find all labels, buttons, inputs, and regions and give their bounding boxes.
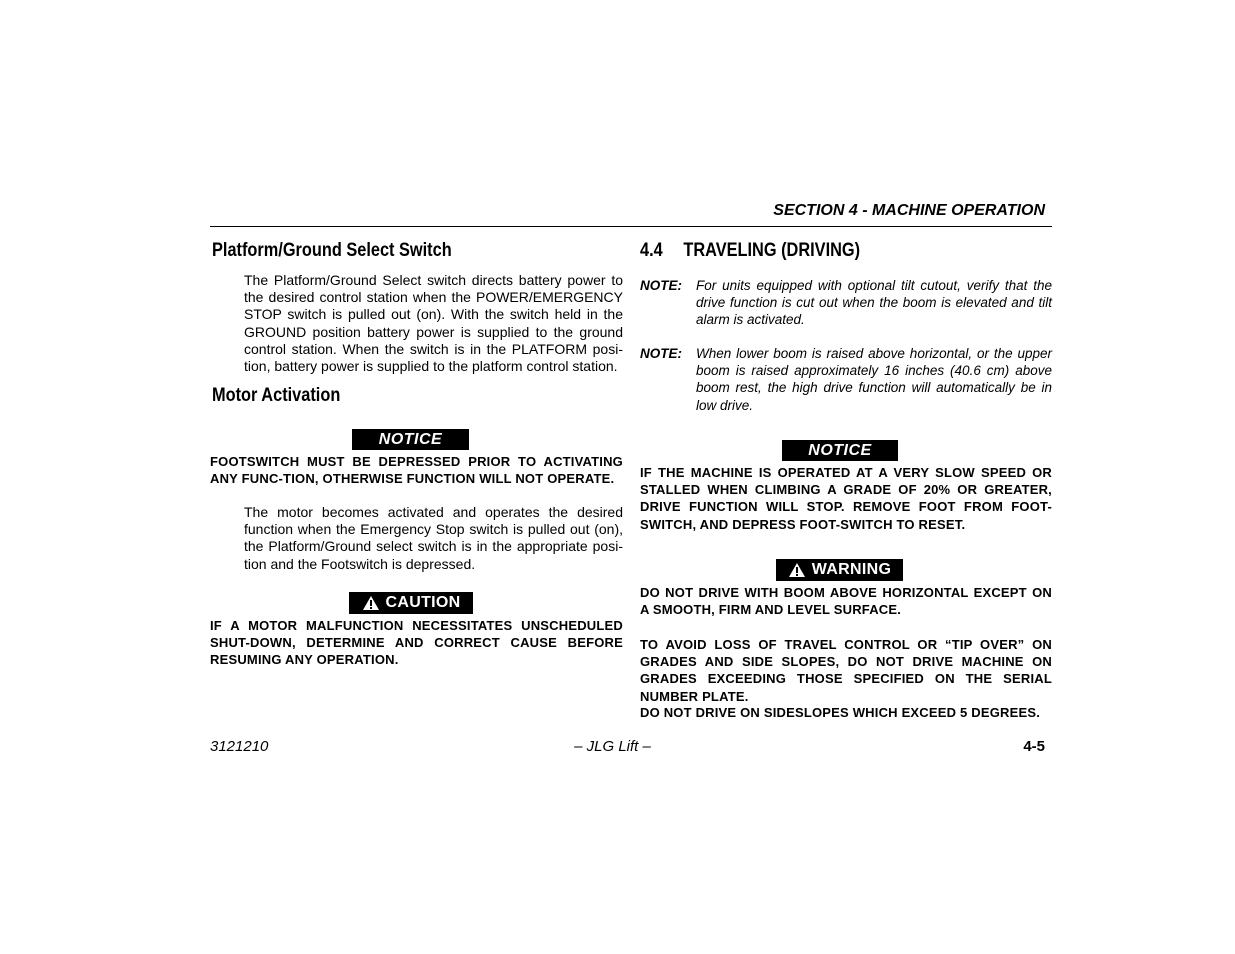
warning-text-tip-over: TO AVOID LOSS OF TRAVEL CONTROL OR “TIP OVER” ON GRADES AND SIDE SLOPES, DO NOT DRIVE MACHINE ON GRADES EXCEEDING THOSE SPECIFIED ON THE SERIAL NUMBER PLATE. [640, 637, 1052, 704]
section-header: SECTION 4 - MACHINE OPERATION [773, 202, 1045, 219]
warning-label: WARNING [811, 561, 892, 578]
heading-traveling-driving [640, 240, 860, 262]
heading-title: TRAVELING (DRIVING) [683, 240, 861, 261]
caution-label: CAUTION [385, 594, 461, 611]
warning-triangle-icon [788, 562, 806, 578]
doc-number: 3121210 [210, 738, 269, 755]
notice-badge: NOTICE [352, 429, 469, 450]
paragraph-motor-activation: The motor becomes activated and operates the desired function when the Emergency Stop switch is pulled out (on), the Platform/Ground select switch is in the appropriate posi-tion and the Footswitch is depressed. [244, 504, 623, 572]
notice-text-slow-speed: IF THE MACHINE IS OPERATED AT A VERY SLOW SPEED OR STALLED WHEN CLIMBING A GRADE OF 20% OR GREATER, DRIVE FUNCTION WILL STOP. REMOVE FOOT FROM FOOT-SWITCH, AND DEPRESS FOOT-SWITCH TO RESET. [640, 465, 1052, 532]
paragraph-platform-ground: The Platform/Ground Select switch directs battery power to the desired control station when the POWER/EMERGENCY STOP switch is pulled out (on). With the switch held in the GROUND position battery power is supplied to the ground control station. When the switch is in the PLATFORM posi-tion, battery power is supplied to the platform control station. [244, 272, 623, 375]
heading-platform-ground-select-switch: Platform/Ground Select Switch [212, 240, 452, 261]
note-text: For units equipped with optional tilt cutout, verify that the drive function is cut out when the boom is elevated and tilt alarm is activated. [696, 278, 1052, 328]
footer-center: – JLG Lift – [574, 738, 651, 755]
notice-badge-right: NOTICE [782, 440, 898, 461]
note-tilt-cutout [640, 277, 1052, 329]
caution-badge [349, 592, 473, 614]
warning-triangle-icon [362, 595, 380, 611]
warning-badge [776, 559, 903, 581]
page-number: 4-5 [1023, 738, 1045, 755]
note-label: NOTE: [640, 346, 682, 361]
note-label: NOTE: [640, 278, 682, 293]
warning-text-sideslopes: DO NOT DRIVE ON SIDESLOPES WHICH EXCEED 5 DEGREES. [640, 705, 1041, 720]
notice-text-footswitch: FOOTSWITCH MUST BE DEPRESSED PRIOR TO ACTIVATING ANY FUNC-TION, OTHERWISE FUNCTION WILL NOT OPERATE. [210, 454, 623, 487]
heading-motor-activation: Motor Activation [212, 385, 341, 406]
caution-text-motor-malfunction: IF A MOTOR MALFUNCTION NECESSITATES UNSCHEDULED SHUT-DOWN, DETERMINE AND CORRECT CAUSE BEFORE RESUMING ANY OPERATION. [210, 618, 623, 668]
heading-number: 4.4 [640, 240, 663, 261]
header-rule [210, 226, 1052, 227]
note-lower-boom [640, 345, 1052, 414]
warning-text-boom-horizontal: DO NOT DRIVE WITH BOOM ABOVE HORIZONTAL EXCEPT ON A SMOOTH, FIRM AND LEVEL SURFACE. [640, 585, 1052, 618]
note-text: When lower boom is raised above horizontal, or the upper boom is raised approximately 16 inches (40.6 cm) above boom rest, the high drive function will automatically be in low drive. [696, 346, 1052, 413]
